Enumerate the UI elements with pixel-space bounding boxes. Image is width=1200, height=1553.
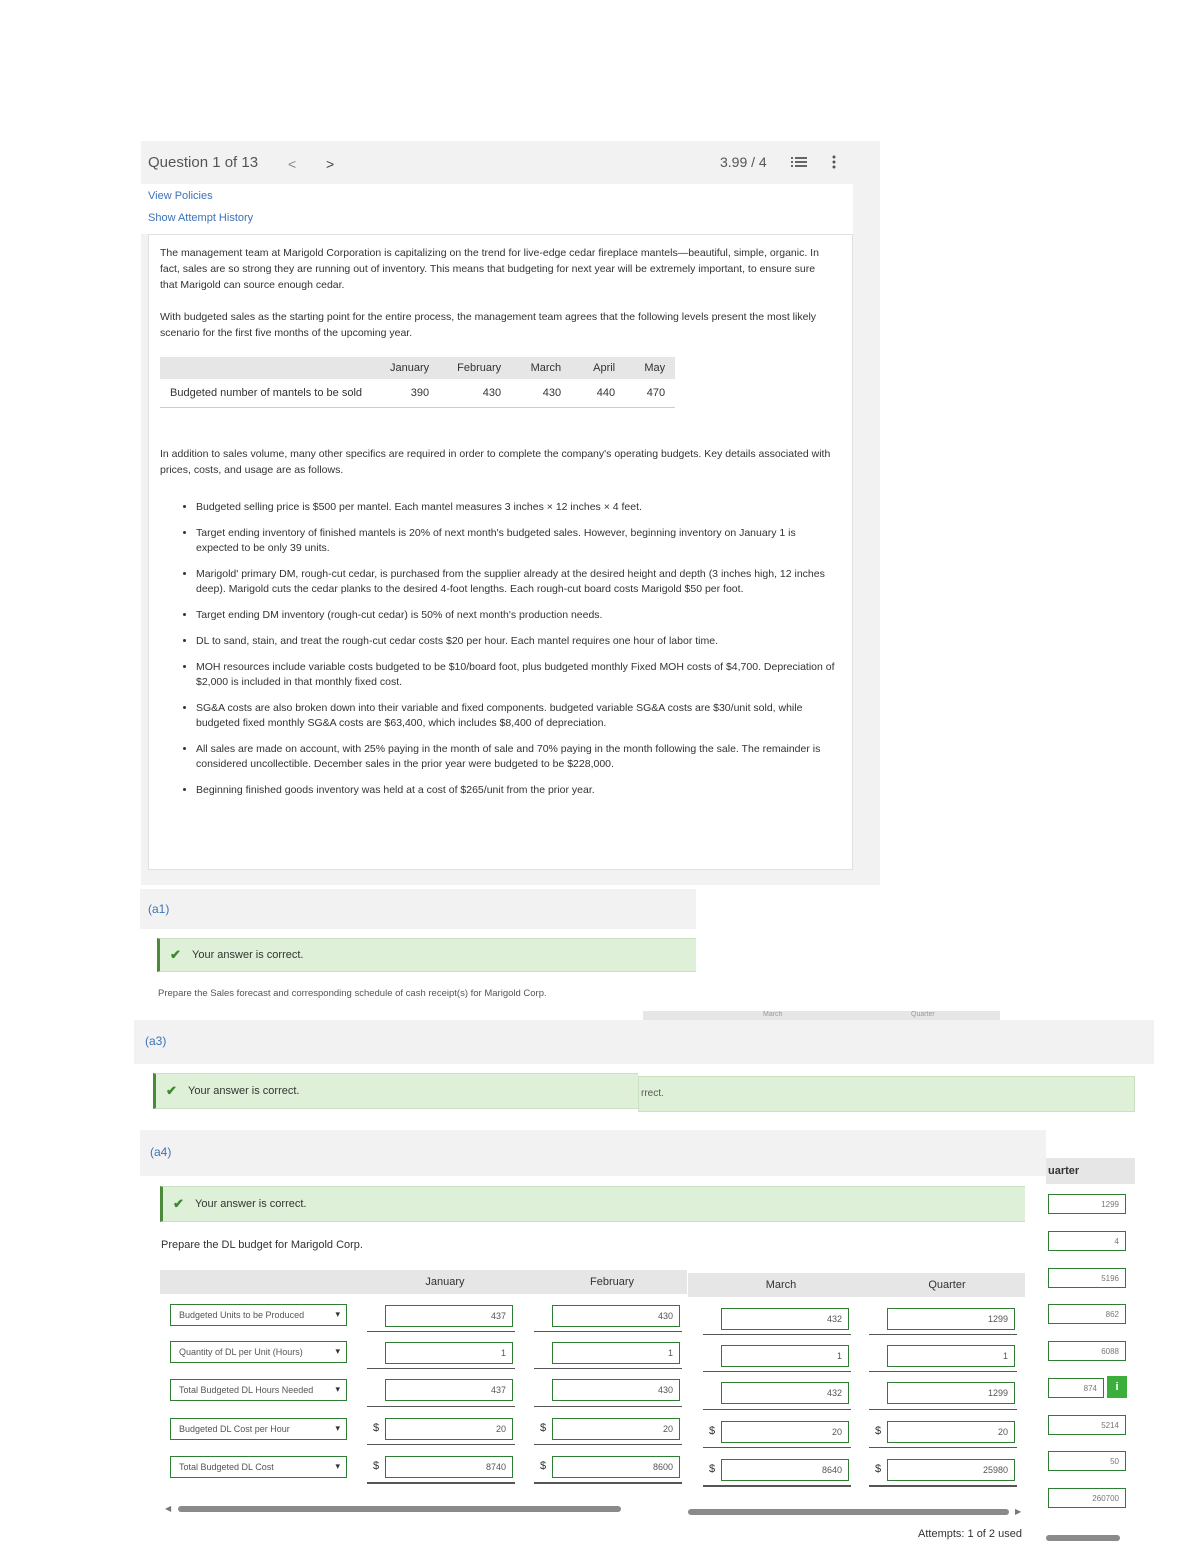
march-input[interactable]: 8640 [721, 1459, 849, 1481]
view-policies-link[interactable]: View Policies [148, 190, 213, 202]
list-item: • All sales are made on account, with 25% paying in the month of sale and 70% paying in the month following the sale. The remainder is considered uncollectible. December sales in the prior year were budgeted to be $228,000. [196, 742, 840, 772]
currency-symbol: $ [875, 1425, 882, 1437]
sales-table-cell: 440 [571, 379, 625, 408]
select-value: Budgeted DL Cost per Hour [179, 1424, 290, 1434]
sales-table-cell: 390 [380, 379, 439, 408]
chevron-down-icon: ▾ [335, 1384, 340, 1394]
horizontal-scrollbar[interactable] [178, 1506, 621, 1512]
row-divider [367, 1406, 515, 1407]
quarter-input[interactable]: 25980 [887, 1459, 1015, 1481]
part-a4-prompt: Prepare the DL budget for Marigold Corp. [161, 1239, 363, 1251]
january-input[interactable]: 20 [385, 1418, 513, 1440]
side-input[interactable]: 5196 [1048, 1268, 1126, 1288]
row-divider [534, 1368, 682, 1369]
column-header-march: March [765, 1279, 797, 1291]
problem-intro: The management team at Marigold Corporation is capitalizing on the trend for live-edge cedar fireplace mantels—beautiful, simple, organic. In fact, sales are so strong they are running out of inventory. This means that budgeting for next year will be extremely important, to ensure sure that Marigold can source enough cedar. [160, 247, 819, 291]
row-divider [869, 1485, 1017, 1487]
row-divider [534, 1444, 682, 1445]
side-input[interactable]: 50 [1048, 1451, 1126, 1471]
row-divider [367, 1368, 515, 1369]
attempt-history-link[interactable]: Show Attempt History [148, 212, 254, 224]
details-intro: In addition to sales volume, many other specifics are required in order to complete the company's operating budgets. Key details associated with prices, costs, and usage are as follows. [160, 448, 831, 476]
quarter-input[interactable]: 1299 [887, 1308, 1015, 1330]
sales-table-header: March [511, 357, 571, 379]
row-divider [703, 1447, 851, 1448]
scroll-left-arrow[interactable]: ◀ [165, 1504, 172, 1513]
sales-table-cell: 470 [625, 379, 675, 408]
info-icon[interactable]: i [1107, 1376, 1127, 1398]
march-input[interactable]: 20 [721, 1421, 849, 1443]
part-a3-panel [134, 1020, 1154, 1064]
currency-symbol: $ [540, 1422, 547, 1434]
row-divider [869, 1447, 1017, 1448]
february-input[interactable]: 430 [552, 1305, 680, 1327]
attempts-counter: Attempts: 1 of 2 used [918, 1528, 1022, 1540]
checkmark-icon: ✔ [166, 1083, 177, 1098]
january-input[interactable]: 437 [385, 1379, 513, 1401]
currency-symbol: $ [875, 1463, 882, 1475]
january-input[interactable]: 1 [385, 1342, 513, 1364]
row-divider [367, 1482, 515, 1484]
column-header-february: February [589, 1276, 635, 1288]
side-input[interactable]: 6088 [1048, 1341, 1126, 1361]
row-divider [869, 1371, 1017, 1372]
row-divider [703, 1371, 851, 1372]
side-input[interactable]: 1299 [1048, 1194, 1126, 1214]
side-scrollbar[interactable] [1046, 1535, 1120, 1541]
sales-table-header: April [571, 357, 625, 379]
quarter-input[interactable]: 20 [887, 1421, 1015, 1443]
side-input[interactable]: 4 [1048, 1231, 1126, 1251]
sales-table-header: May [625, 357, 675, 379]
february-input[interactable]: 20 [552, 1418, 680, 1440]
column-header-quarter: Quarter [928, 1279, 966, 1291]
sales-table-row-label: Budgeted number of mantels to be sold [160, 379, 380, 408]
correct-message: Your answer is correct. [192, 949, 304, 961]
march-input[interactable]: 432 [721, 1382, 849, 1404]
previous-question-arrow[interactable]: < [288, 156, 297, 172]
more-vertical-icon[interactable] [831, 155, 837, 169]
sales-table [160, 357, 675, 408]
side-input[interactable]: 260700 [1048, 1488, 1126, 1508]
currency-symbol: $ [373, 1460, 380, 1472]
part-a1-correct-banner [157, 938, 696, 972]
march-input[interactable]: 432 [721, 1308, 849, 1330]
list-item: • SG&A costs are also broken down into their variable and fixed components. budgeted variable SG&A costs are $30/unit sold, while budgeted fixed monthly SG&A costs are $63,400, which includes $8,400 of depreciation. [196, 701, 840, 731]
february-input[interactable]: 430 [552, 1379, 680, 1401]
row-divider [703, 1334, 851, 1335]
row-divider [367, 1444, 515, 1445]
row-divider [869, 1334, 1017, 1335]
part-a4-panel [140, 1130, 1046, 1176]
row-divider [534, 1406, 682, 1407]
january-input[interactable]: 437 [385, 1305, 513, 1327]
list-item: • Marigold' primary DM, rough-cut cedar, is purchased from the supplier already at the desired height and depth (3 inches high, 12 inches deep). Marigold cuts the cedar planks to the desired 4-foot lengths. Each rough-cut board costs Marigold $50 per foot. [196, 567, 840, 597]
row-label-select[interactable] [170, 1304, 347, 1326]
row-divider [534, 1482, 682, 1484]
list-icon[interactable] [791, 155, 807, 169]
details-list [160, 500, 840, 809]
sales-table-cell: 430 [511, 379, 571, 408]
part-a1-label: (a1) [148, 902, 170, 916]
list-item: • Beginning finished goods inventory was held at a cost of $265/unit from the prior year. [196, 783, 840, 798]
currency-symbol: $ [709, 1463, 716, 1475]
select-value: Total Budgeted DL Cost [179, 1462, 274, 1472]
part-a1-header-quarter: Quarter [911, 1011, 935, 1018]
row-divider [534, 1331, 682, 1332]
correct-message: Your answer is correct. [188, 1085, 300, 1097]
score-display: 3.99 / 4 [720, 154, 767, 170]
select-value: Quantity of DL per Unit (Hours) [179, 1347, 303, 1357]
checkmark-icon: ✔ [173, 1196, 184, 1211]
row-divider [703, 1409, 851, 1410]
row-label-select[interactable] [170, 1456, 347, 1478]
list-item: • Budgeted selling price is $500 per mantel. Each mantel measures 3 inches × 12 inches × 4 feet. [196, 500, 840, 515]
list-item: • DL to sand, stain, and treat the rough-cut cedar costs $20 per hour. Each mantel requires one hour of labor time. [196, 634, 840, 649]
question-number: Question 1 of 13 [148, 154, 259, 171]
sales-table-header [160, 357, 380, 379]
row-divider [703, 1485, 851, 1487]
background-correct-banner [638, 1076, 1135, 1112]
row-label-select[interactable] [170, 1418, 347, 1440]
list-item: • Target ending inventory of finished mantels is 20% of next month's budgeted sales. However, beginning inventory on January 1 is expected to be only 39 units. [196, 526, 840, 556]
march-input[interactable]: 1 [721, 1345, 849, 1367]
row-label-select[interactable] [170, 1341, 347, 1363]
part-a1-prompt: Prepare the Sales forecast and corresponding schedule of cash receipt(s) for Marigold Corp. [158, 988, 547, 999]
problem-intro-2: With budgeted sales as the starting point for the entire process, the management team agrees that the following levels present the most likely scenario for the first five months of the upcoming year. [160, 311, 817, 339]
links-background [141, 184, 853, 234]
sales-table-cell: 430 [439, 379, 511, 408]
list-item: • MOH resources include variable costs budgeted to be $10/board foot, plus budgeted monthly Fixed MOH costs of $4,700. Depreciation of $2,000 is included in that monthly fixed cost. [196, 660, 840, 690]
part-a4-correct-banner [160, 1186, 1025, 1222]
background-correct-fragment: rrect. [641, 1088, 664, 1099]
part-a4-label: (a4) [150, 1145, 172, 1159]
sales-table-header: January [380, 357, 439, 379]
row-divider [367, 1331, 515, 1332]
part-a3-label: (a3) [145, 1034, 167, 1048]
february-input[interactable]: 8600 [552, 1456, 680, 1478]
part-a1-panel [140, 889, 696, 929]
part-a1-header-march: March [763, 1011, 783, 1018]
column-header-january: January [425, 1276, 465, 1288]
correct-message: Your answer is correct. [195, 1198, 307, 1210]
chevron-down-icon: ▾ [335, 1309, 340, 1319]
row-label-select[interactable] [170, 1379, 347, 1401]
currency-symbol: $ [709, 1425, 716, 1437]
chevron-down-icon: ▾ [335, 1346, 340, 1356]
side-input[interactable]: 862 [1048, 1304, 1126, 1324]
select-value: Total Budgeted DL Hours Needed [179, 1385, 314, 1395]
side-input[interactable]: 5214 [1048, 1415, 1126, 1435]
next-question-arrow[interactable]: > [326, 156, 335, 172]
quarter-input[interactable]: 1299 [887, 1382, 1015, 1404]
scroll-right-arrow[interactable]: ▶ [1015, 1507, 1022, 1516]
side-column-header-text: uarter [1048, 1165, 1080, 1177]
list-item: • Target ending DM inventory (rough-cut cedar) is 50% of next month's production needs. [196, 608, 840, 623]
horizontal-scrollbar[interactable] [688, 1509, 1009, 1515]
sales-table-header: February [439, 357, 511, 379]
february-input[interactable]: 1 [552, 1342, 680, 1364]
checkmark-icon: ✔ [170, 947, 181, 962]
row-divider [869, 1409, 1017, 1410]
side-input[interactable]: 874 [1048, 1378, 1104, 1398]
chevron-down-icon: ▾ [335, 1461, 340, 1471]
currency-symbol: $ [373, 1422, 380, 1434]
side-column-header [1046, 1158, 1135, 1184]
chevron-down-icon: ▾ [335, 1423, 340, 1433]
currency-symbol: $ [540, 1460, 547, 1472]
quarter-input[interactable]: 1 [887, 1345, 1015, 1367]
select-value: Budgeted Units to be Produced [179, 1310, 305, 1320]
january-input[interactable]: 8740 [385, 1456, 513, 1478]
part-a3-correct-banner [153, 1073, 638, 1109]
